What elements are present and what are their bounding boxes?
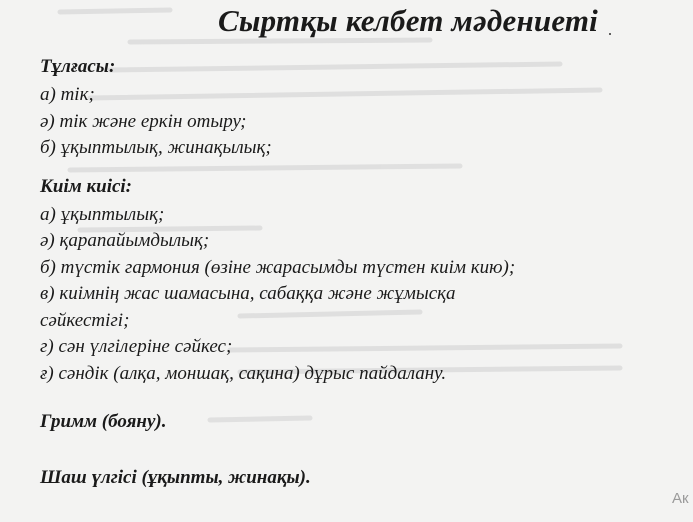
posture-item: а) тік; <box>40 84 95 105</box>
section-heading-posture: Тұлғасы: <box>40 56 116 77</box>
clothing-item: в) киімнің жас шамасына, сабаққа және жұмысқа <box>40 283 456 304</box>
note-makeup: Гримм (бояну). <box>40 411 167 432</box>
posture-item: б) ұқыптылық, жинақылық; <box>40 137 272 158</box>
clothing-item: ә) қарапайымдылық; <box>40 230 210 251</box>
activation-watermark: Ак <box>672 490 689 507</box>
document-body <box>40 52 660 493</box>
speck-mark <box>609 33 611 35</box>
clothing-item: г) сән үлгілеріне сәйкес; <box>40 336 233 357</box>
document-title: Сыртқы келбет мәдениеті <box>218 3 598 38</box>
section-heading-clothing: Киім киісі: <box>40 175 133 197</box>
clothing-item: ғ) сәндік (алқа, моншақ, сақина) дұрыс пайдалану. <box>40 362 447 384</box>
clothing-item-continuation: сәйкестігі; <box>40 309 130 331</box>
note-hairstyle: Шаш үлгісі (ұқыпты, жинақы). <box>40 467 311 488</box>
clothing-item: а) ұқыптылық; <box>40 203 165 225</box>
clothing-item: б) түстік гармония (өзіне жарасымды түстен киім кию); <box>40 256 516 278</box>
posture-item: ә) тік және еркін отыру; <box>40 110 247 132</box>
